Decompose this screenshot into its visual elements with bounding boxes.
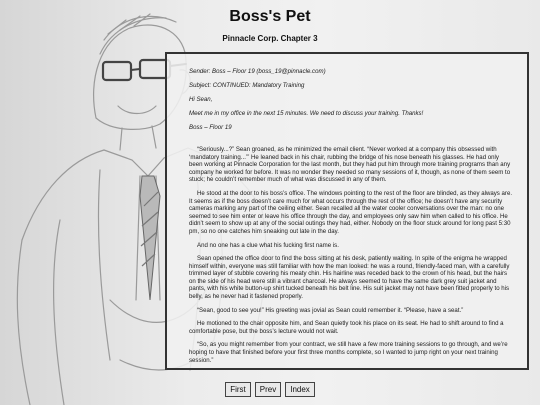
story-paragraph: He motioned to the chair opposite him, and Sean quietly took his place on its seat. He had to shift around to find a comfortable pose, but the boss’s lecture would not wait. (189, 320, 504, 335)
email-block (189, 68, 513, 132)
chapter-subtitle: Pinnacle Corp. Chapter 3 (222, 34, 318, 43)
story-paragraph: “Seriously...?” Sean groaned, as he minimized the email client. “Never worked at a company this obsessed with ‘mandatory training...’” He leaned back in his chair, rubbing the bridge of his nose beneath his glasses. He had only been working at Pinnacle Corporation for the last month, but they had put him through more training programs than any company he worked for before. It was no wonder they needed so many sessions of it, though, as none of them seem to stuck; he couldn’t remember much of what was discussed in any of them. (189, 145, 511, 184)
story-text (189, 146, 513, 364)
first-button[interactable]: First (225, 382, 251, 397)
email-body: Meet me in my office in the next 15 minutes. We need to discuss your training. Thanks! (189, 110, 424, 118)
story-paragraph: He stood at the door to his boss’s office. The windows pointing to the rest of the floor are blinded, as they always are. It seems as if the boss doesn’t care much for what occurs through the rest of the office; he doesn’t have any security cameras marking any part of the ceiling either. Sean recalled all the water cooler conversations over the man: no one seemed to see him enter or leave his office through the day, and employees only saw him when called to his office. He didn’t seem to show up at any of the social outings they had, either. Nobody on the floor stuck around for long past 5:30 pm, so no one catches him sneaking out late in the day. (189, 189, 513, 235)
story-paragraph: “So, as you might remember from your contract, we still have a few more training sessions to go through, and we’re hoping to have that finished before your first three months complete, so I wanted to jump right on your next training session.” (189, 341, 508, 364)
email-sender: Sender: Boss – Floor 19 (boss_19@pinnacle.com) (189, 68, 326, 75)
index-button[interactable]: Index (285, 382, 315, 397)
story-paragraph: “Sean, good to see you!” His greeting was jovial as Sean could remember it. “Please, have a seat.” (197, 306, 464, 314)
chapter-navigation (0, 382, 540, 397)
story-paragraph: Sean opened the office door to find the boss sitting at his desk, patiently waiting. In spite of the enigma he wrapped himself within, everyone was still familiar with how the man looked: he was a round, friendly-faced man, with a carefully trimmed layer of stubble covering his meaty chin. His hairline was receded back to the crown of his head, but the hairs on the side of his head were still a vibrant charcoal. He always seemed to have the same dark grey suit jacket and pants, with his white button-up shirt tucked beneath his belt line. His suit jacket may not have been fitted properly to his belly, as he never had it fastened properly. (189, 255, 510, 301)
story-panel (165, 52, 529, 370)
story-paragraph: And no one has a clue what his fucking first name is. (197, 241, 339, 249)
email-subject: Subject: CONTINUED: Mandatory Training (189, 82, 305, 90)
prev-button[interactable]: Prev (255, 382, 281, 397)
page-title: Boss's Pet (229, 8, 311, 25)
email-signature: Boss – Floor 19 (189, 124, 232, 132)
email-greeting: Hi Sean, (189, 96, 213, 104)
